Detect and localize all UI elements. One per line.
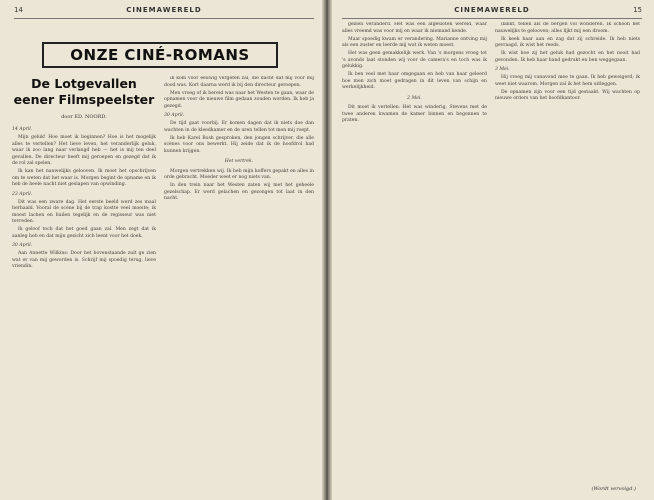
magazine-name-left: CINEMAWERELD <box>126 6 202 14</box>
body-paragraph: Aan Annette Wilkins: Door het bovenstaande zult ge zien wat er van mij geworden is. Schrijf mij spoedig terug, lieve vriendin. <box>12 251 156 269</box>
right-column-2 <box>495 22 640 484</box>
sub-heading: Het vertrek. <box>224 159 254 164</box>
left-column-2 <box>164 76 314 494</box>
body-paragraph: Dit was een zware dag. Het eerste beeld werd zes maal herhaald. Vooral de scène bij de trap kostte veel moeite; ik moest lachen en huilen tegelijk en de regisseur was niet tevreden. <box>12 199 156 224</box>
body-paragraph: Morgen vertrekken wij. Ik heb mijn koffers gepakt en alles in orde gebracht. Moeder weet er nog niets van. <box>164 168 314 180</box>
body-paragraph: Ik keek haar aan en zag dat zij schreide. Ik heb niets gevraagd, ik wist het reeds. <box>495 36 640 48</box>
body-paragraph: Ik geloof toch dat het goed gaan zal. Men zegt dat ik aanleg heb en dat mijn gezicht zich leent voor het doek. <box>12 227 156 239</box>
to-be-continued: (Wordt vervolgd.) <box>591 486 636 492</box>
page-number-left: 14 <box>14 6 23 14</box>
body-paragraph: ik kom voor eeuwig vergeten zal, die dacht dat mij voor mij dood was. Kort daarna werd ik bij den directeur geroepen. <box>164 76 314 88</box>
body-paragraph: Ik ben veel met haar omgegaan en heb van haar geleerd hoe men zich moet gedragen in dit leven van schijn en werkelijkheid. <box>342 72 487 90</box>
sub-heading: 2 Mei. <box>407 95 422 101</box>
page-gutter <box>322 0 332 500</box>
body-paragraph: In den trein naar het Westen zaten wij met het geheele gezelschap. Er werd gelachen en gezongen tot laat in den nacht. <box>164 183 314 201</box>
diary-date: 14 April. <box>12 127 33 132</box>
body-paragraph: dankt, tellen als de bergen vol wonderen. Ik schoon het nauwelijks te gelooven; alles lijkt mij een droom. <box>495 22 640 34</box>
diary-date: 23 April. <box>12 191 33 197</box>
left-page <box>0 0 326 500</box>
diary-date: 3 Mei. <box>495 67 510 72</box>
magazine-name-right: CINEMAWERELD <box>454 6 530 14</box>
left-column-1 <box>12 124 156 494</box>
body-paragraph: De tijd gaat voorbij. Er komen dagen dat ik niets doe dan wachten in de kleedkamer en de uren tellen tot men mij roept. <box>164 121 314 133</box>
story-title: De Lotgevallen eener Filmspeelster <box>13 76 155 107</box>
body-paragraph: Ik wist hoe zij het geluk had gezocht en het nooit had gevonden. Ik heb haar hand gedrukt en ben weggegaan. <box>495 51 640 63</box>
body-paragraph: Hij vroeg mij vanavond mee te gaan. Ik heb geweigerd; ik weet niet waarom. Morgen zal ik het hem uitleggen. <box>495 75 640 87</box>
body-paragraph: Men vroeg of ik bereid was naar het Westen te gaan, waar de opnamen voor de nieuwe film gedaan zouden worden. Ik heb ja gezegd. <box>164 90 314 109</box>
right-column-1 <box>342 22 487 494</box>
diary-date: 30 April. <box>164 113 185 118</box>
right-page <box>328 0 654 500</box>
byline: door ED. NOORD. <box>61 114 107 120</box>
body-paragraph: Het was geen gemakkelijk werk. Van 's morgens vroeg tot 's avonds laat stonden wij voor de camera's en toch was ik gelukkig. <box>342 51 487 69</box>
running-head-left <box>14 6 314 19</box>
diary-date: 30 April. <box>12 243 33 248</box>
body-paragraph: Ik kan het nauwelijks gelooven. Ik moet het opschrijven om te weten dat het waar is. Morgen begint de opname en ik heb de heele nacht niet geslapen van opwinding. <box>12 169 156 187</box>
body-paragraph: Dit moet ik vertellen. Het was winderig, Stevens met de twee anderen kwamen de kamer binnen en begonnen te praten. <box>342 105 487 123</box>
body-paragraph: Mijn geluk! Hoe moet ik beginnen? Hoe is het mogelijk alles te vertellen? Het lieve leven, het veranderlijk geluk, waar ik zoo lang naar verlangd heb — het is mij ten deel gevallen. De directeur heeft mij geroepen en gezegd dat ik de rol zal spelen. <box>12 135 156 166</box>
section-title: ONZE CINÉ-ROMANS <box>42 42 278 68</box>
body-paragraph: gezien veranderd. Het was een afgesloten wereld, waar alles vreemd was voor mij en waar ik niemand kende. <box>342 22 487 34</box>
body-paragraph: Maar spoedig kwam er verandering. Marianne ontving mij als een zuster en leerde mij wat ik weten moest. <box>342 36 487 48</box>
page-number-right: 15 <box>633 6 642 14</box>
body-paragraph: Ik heb Karel Bosh gesproken, den jongen schrijver, die alle scènes voor ons bewerkt. Hij zeide dat ik de hoofdrol had kunnen krijgen. <box>164 135 314 154</box>
running-head-right <box>342 6 642 19</box>
body-paragraph: De opnamen zijn voor een tijd gestaakt. Wij wachten op nieuwe orders van het hoofdkantoor. <box>495 89 640 101</box>
